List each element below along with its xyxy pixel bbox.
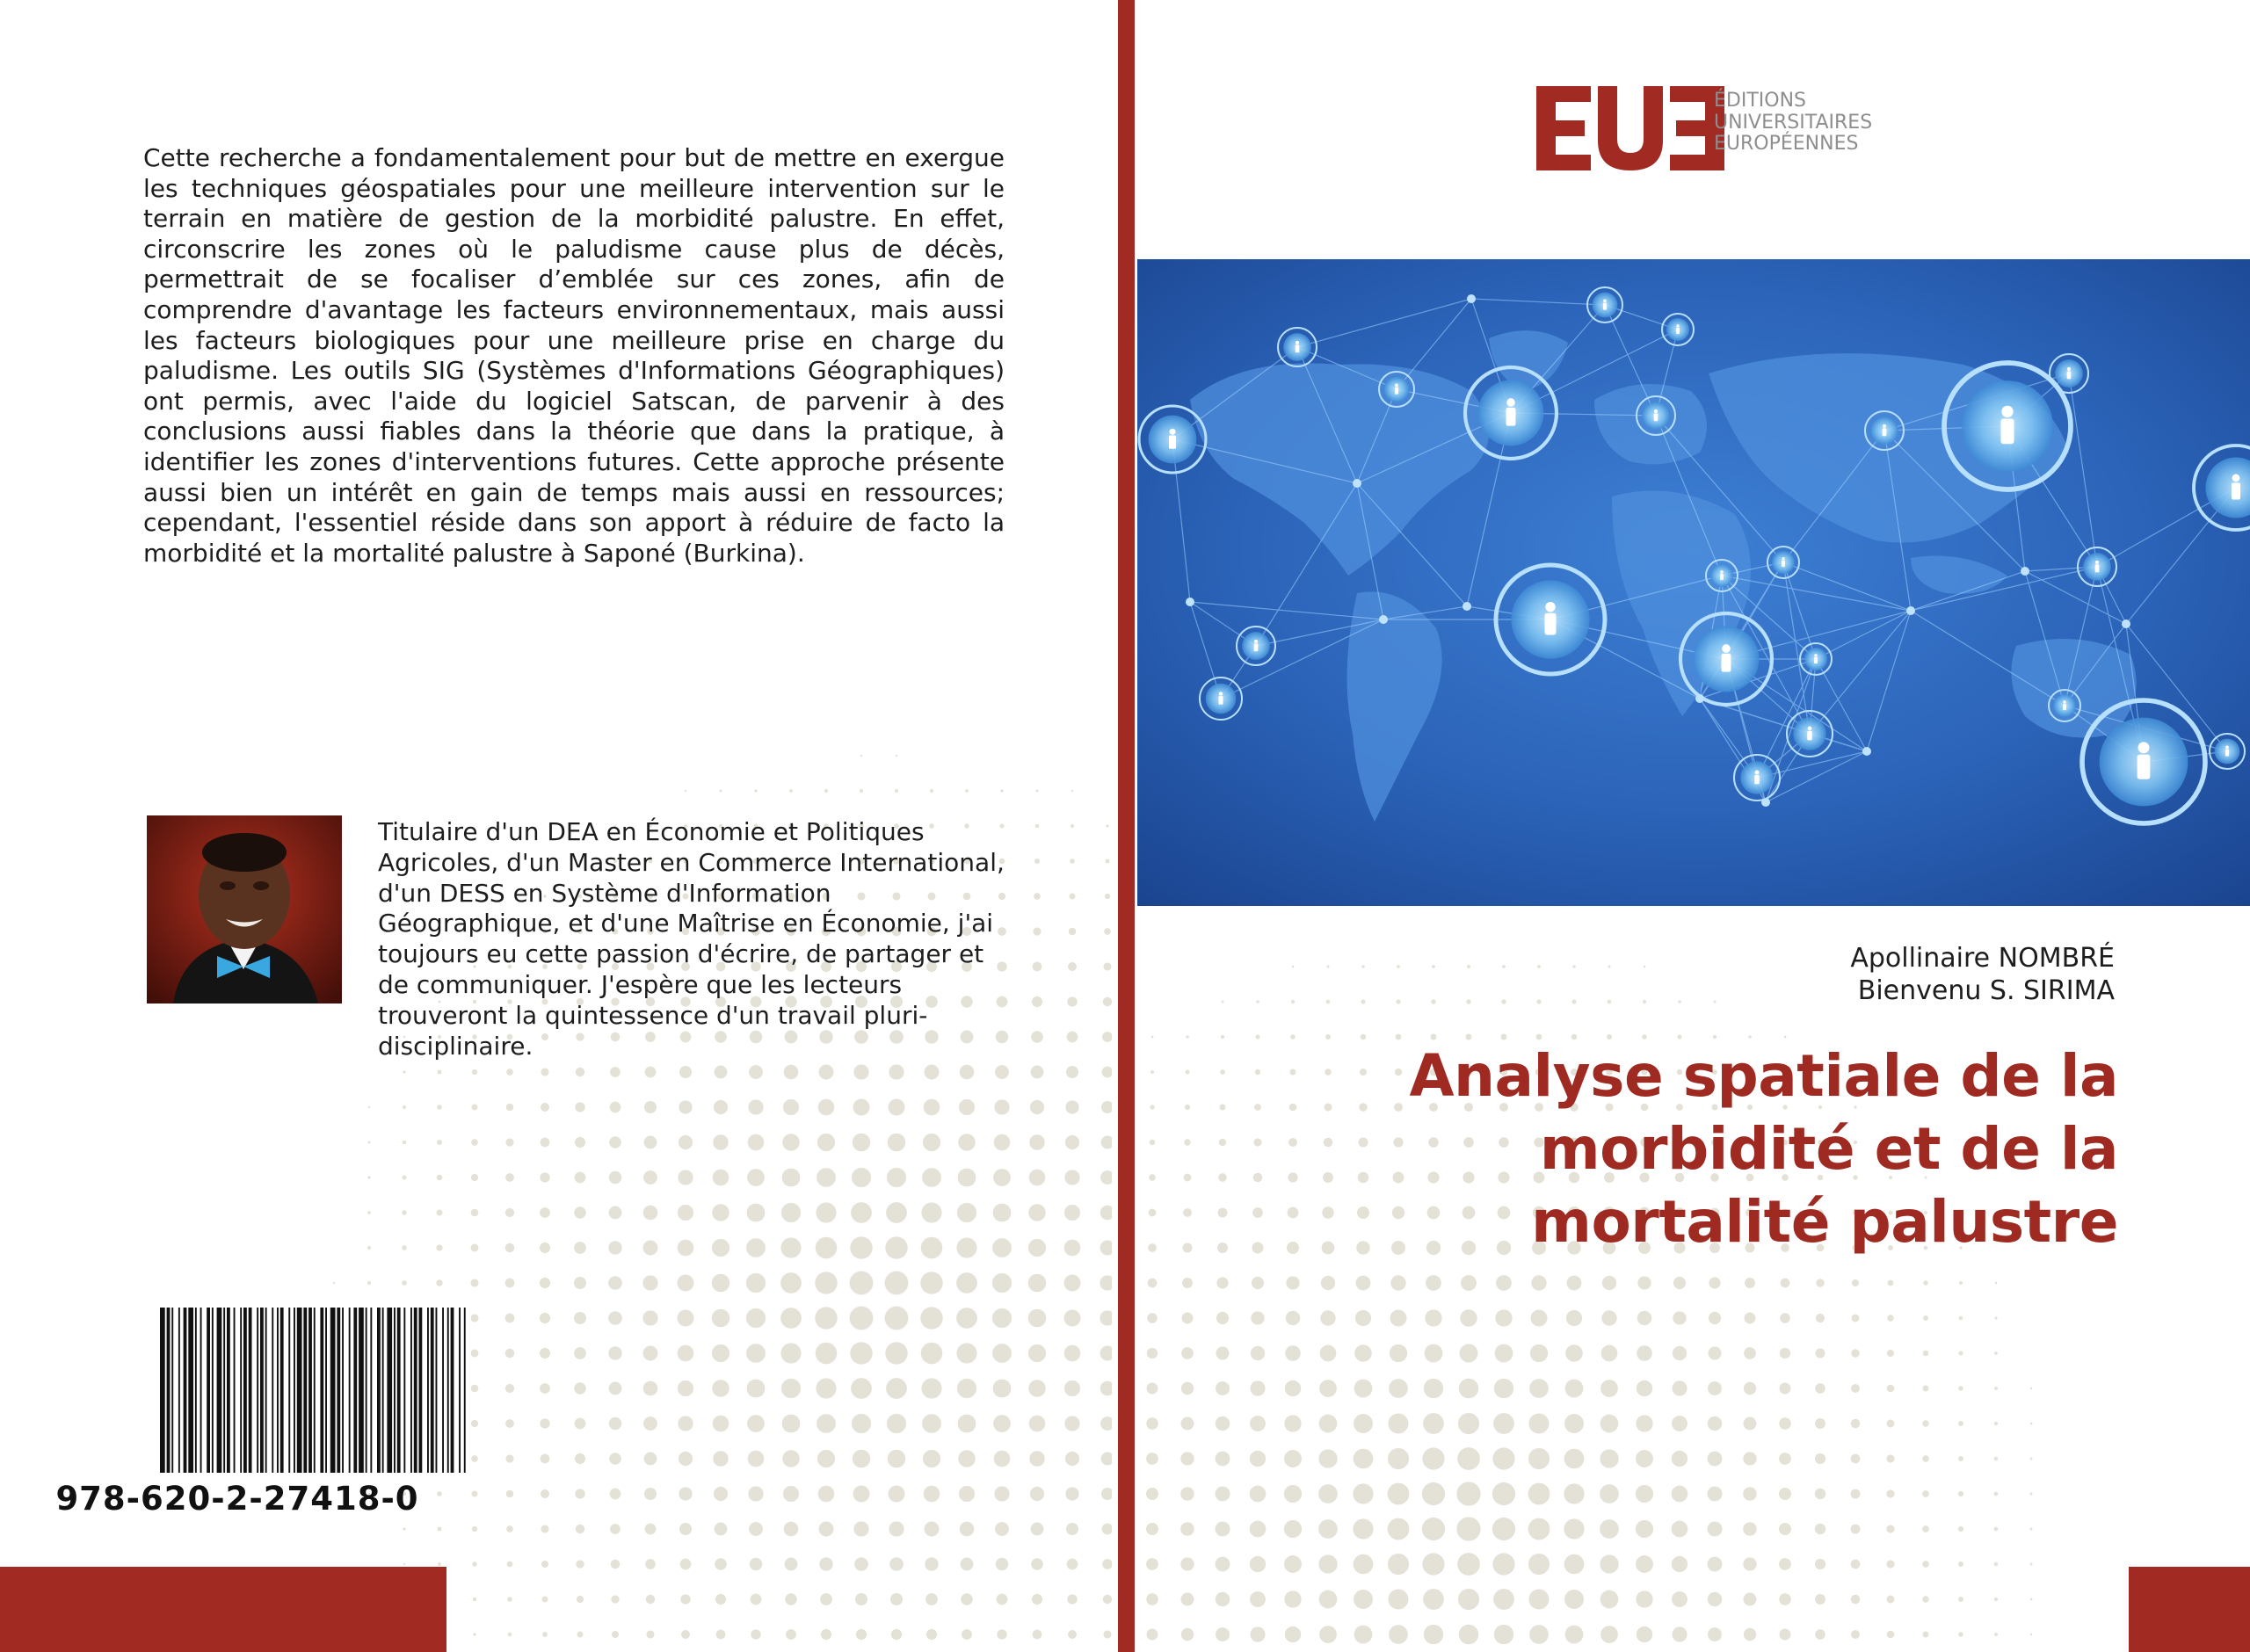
red-band-back xyxy=(0,1567,446,1652)
title-line-1: Analyse spatiale de la xyxy=(1409,1042,2118,1110)
spine xyxy=(1112,0,1135,1652)
barcode-bars xyxy=(156,1308,471,1474)
back-cover-summary: Cette recherche a fondamentalement pour but de mettre en exergue les techniques géospatiales pour une meilleure intervention sur le terrain en matière de gestion de la morbidité palustre. En effet, circonscrire les zones où le paludisme cause plus de décès, permettrait de se focaliser d’emblée sur ces zones, afin de comprendre d'avantage les facteurs environnementaux, mais aussi les facteurs biologiques pour une meilleure prise en charge du paludisme. Les outils SIG (Systèmes d'Informations Géographiques) ont permis, avec l'aide du logiciel Satscan, de parvenir à des conclusions aussi fiables dans la théorie que dans la pratique, à identifier les zones d'interventions futures. Cette approche présente aussi bien un intérêt en gain de temps mais aussi en ressources; cependant, l'essentiel réside dans son apport à réduire de facto la morbidité et la mortalité palustre à Saponé (Burkina). xyxy=(143,143,1005,568)
authors xyxy=(1850,942,2115,1007)
title-line-3: mortalité palustre xyxy=(1531,1188,2118,1256)
back-cover xyxy=(0,0,1112,1652)
publisher-line-3: EUROPÉENNES xyxy=(1714,133,1859,155)
red-band-front xyxy=(2129,1567,2250,1652)
author-bio: Titulaire d'un DEA en Économie et Politiques Agricoles, d'un Master en Commerce International, d'un DESS en Système d'Information Géographique, et d'une Maîtrise en Économie, j'ai toujours eu cette passion d'écrire, de partager et de communiquer. J'espère que les lecteurs trouveront la quintessence d'un travail pluri-disciplinaire. xyxy=(378,817,1005,1061)
publisher-line-1: ÉDITIONS xyxy=(1714,90,1806,112)
author-1: Apollinaire NOMBRÉ xyxy=(1850,943,2115,974)
title-line-2: morbidité et de la xyxy=(1539,1115,2118,1183)
author-2: Bienvenu S. SIRIMA xyxy=(1857,975,2115,1006)
isbn-number: 978-620-2-27418-0 xyxy=(55,1480,419,1518)
publisher-name xyxy=(1714,91,1872,156)
barcode xyxy=(156,1308,471,1483)
publisher-line-2: UNIVERSITAIRES xyxy=(1714,111,1873,134)
book-title xyxy=(1327,1040,2118,1258)
world-network-illustration xyxy=(1137,259,2250,906)
author-photo xyxy=(147,815,342,1004)
